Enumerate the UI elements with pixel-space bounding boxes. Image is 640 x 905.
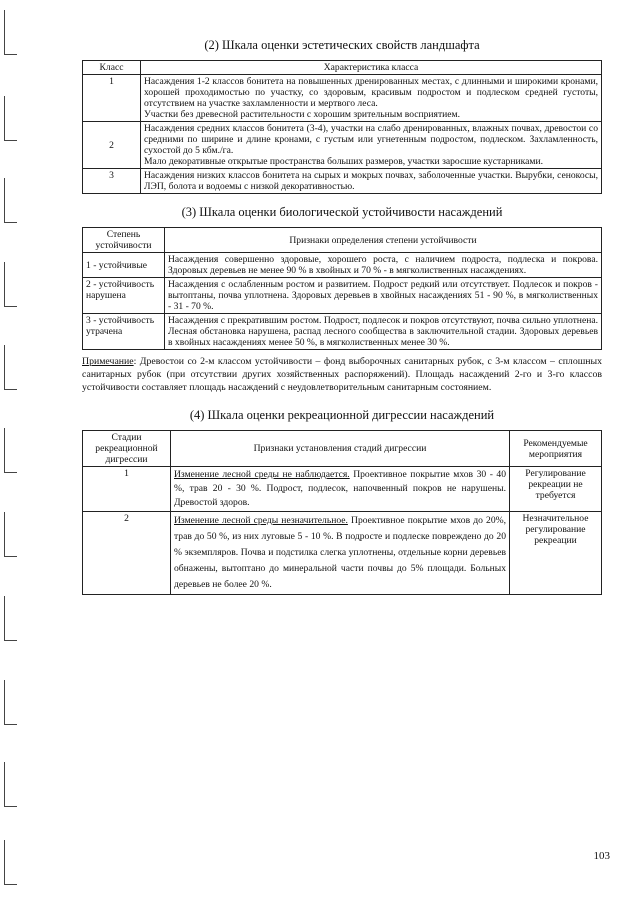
degree-cell: 3 - устойчивость утрачена bbox=[83, 314, 165, 350]
signs-cell bbox=[171, 467, 510, 512]
class-cell: 3 bbox=[83, 169, 141, 194]
class-cell: 2 bbox=[83, 122, 141, 169]
note-text: : Древостои со 2-м классом устойчивости – фонд выборочных санитарных рубок, с 3-м классом – сплошных санитарных рубок (при отсутствии других хозяйственных распоряжений). Площадь насаждений 2-го и 3-го классов устойчивости составляет площадь насаждений с неудовлетворительным санитарным состоянием. bbox=[82, 356, 602, 393]
table-row bbox=[83, 75, 602, 122]
col-header-signs: Признаки установления стадий дигрессии bbox=[171, 431, 510, 467]
characteristic-text: Насаждения средних классов бонитета (3-4), участки на слабо дренированных, влажных почвах, древостои со средними по ширине и длине кронами, с густым или угнетенным подростом, подлеском. Захламленность, сухостой до 5 кбм./га. bbox=[144, 123, 598, 156]
signs-text: Проективное покрытие мхов 30 - 40 %, трав 20 - 30 %. Подрост, подлесок, напочвенный покров не нарушены. Древостой здоров. bbox=[174, 469, 506, 508]
stage-cell: 2 bbox=[83, 512, 171, 595]
table-row bbox=[83, 278, 602, 314]
table-header-row bbox=[83, 228, 602, 253]
signs-lead: Изменение лесной среды не наблюдается. bbox=[174, 469, 350, 480]
signs-lead: Изменение лесной среды незначительное. bbox=[174, 515, 348, 526]
signs-cell: Насаждения совершенно здоровые, хорошего роста, с наличием подроста, подлеска и покрова. Здоровых деревьев не менее 90 % в хвойных и 70 % - в мягколиственных насаждениях. bbox=[165, 253, 602, 278]
table-row bbox=[83, 253, 602, 278]
characteristic-cell bbox=[141, 122, 602, 169]
col-header-measures: Рекомендуемые мероприятия bbox=[510, 431, 602, 467]
page-number: 103 bbox=[593, 850, 610, 862]
stage-cell: 1 bbox=[83, 467, 171, 512]
binder-edge bbox=[0, 0, 30, 905]
characteristic-cell bbox=[141, 169, 602, 194]
stability-table bbox=[82, 227, 602, 350]
table-row bbox=[83, 314, 602, 350]
digression-table bbox=[82, 430, 602, 595]
aesthetic-table bbox=[82, 60, 602, 194]
table-row bbox=[83, 122, 602, 169]
table-row bbox=[83, 169, 602, 194]
document-page bbox=[82, 0, 602, 595]
measures-cell: Незначительное регулирование рекреации bbox=[510, 512, 602, 595]
col-header-class: Класс bbox=[83, 61, 141, 75]
signs-cell: Насаждения с прекратившим ростом. Подрост, подлесок и покров отсутствуют, почва сильно уплотнена. Лесная обстановка нарушена, распад лесного сообщества в заключительной стадии. Здоровых деревьев в хвойных насаждениях менее 50 %, в мягколиственных менее 30 %. bbox=[165, 314, 602, 350]
section2-title: (2) Шкала оценки эстетических свойств ландшафта bbox=[204, 38, 480, 52]
signs-cell: Насаждения с ослабленным ростом и развитием. Подрост редкий или отсутствует. Подлесок и покров - вытоптаны, почва уплотнена. Здоровых деревьев в хвойных насаждениях 51 - 90 %, в мягколиственных - 31 - 70 %. bbox=[165, 278, 602, 314]
table-row bbox=[83, 467, 602, 512]
table-row bbox=[83, 512, 602, 595]
col-header-stage: Стадии рекреационной дигрессии bbox=[83, 431, 171, 467]
degree-cell: 1 - устойчивые bbox=[83, 253, 165, 278]
characteristic-text: Насаждения низких классов бонитета на сырых и мокрых почвах, заболоченные участки. Вырубки, сенокосы, ЛЭП, болота и водоемы с низкой декоративностью. bbox=[144, 170, 598, 192]
degree-cell: 2 - устойчивость нарушена bbox=[83, 278, 165, 314]
section4-title: (4) Шкала оценки рекреационной дигрессии насаждений bbox=[189, 408, 495, 422]
col-header-signs: Признаки определения степени устойчивости bbox=[165, 228, 602, 253]
note-label: Примечание bbox=[82, 356, 134, 367]
characteristic-text: Мало декоративные открытые пространства больших размеров, участки заросшие кустарниками. bbox=[144, 156, 543, 167]
characteristic-text: Участки без древесной растительности с хорошим зрительным восприятием. bbox=[144, 109, 461, 120]
signs-text: Проективное покрытие мхов до 20%, трав до 50 %, из них луговые 5 - 10 %. В подросте и подлеске повреждено до 20 % экземпляров. Почва и подстилка слегка уплотнены, отдельные корни деревьев обнажены, вытоптано до минеральной части почвы до 5% площади. Больных деревьев не более 20 %. bbox=[174, 515, 507, 590]
section3-title: (3) Шкала оценки биологической устойчивости насаждений bbox=[181, 205, 503, 219]
measures-cell: Регулирование рекреации не требуется bbox=[510, 467, 602, 512]
table-header-row bbox=[83, 61, 602, 75]
characteristic-text: Насаждения 1-2 классов бонитета на повышенных дренированных местах, с длинными и широкими кронами, хорошей проходимостью по участку, со здоровым, красивым подростом и подлеском средней густоты, отсутствием на участке захламленности и мертвого леса. bbox=[144, 76, 598, 109]
table-header-row bbox=[83, 431, 602, 467]
signs-cell bbox=[171, 512, 510, 595]
characteristic-cell bbox=[141, 75, 602, 122]
note-paragraph bbox=[82, 355, 602, 394]
col-header-characteristic: Характеристика класса bbox=[141, 61, 602, 75]
col-header-degree: Степень устойчивости bbox=[83, 228, 165, 253]
class-cell: 1 bbox=[83, 75, 141, 122]
